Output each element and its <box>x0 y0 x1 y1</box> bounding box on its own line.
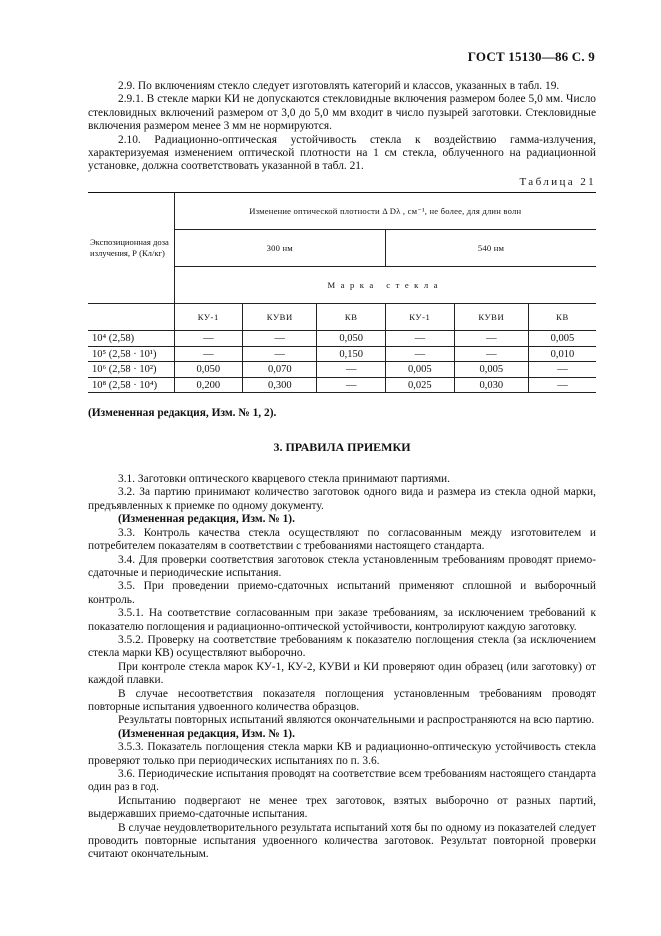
paragraph-results: Результаты повторных испытаний являются окончательными и распространяются на всю партию. <box>118 714 595 727</box>
brand-spacer-cell <box>88 304 174 331</box>
value-cell: 0,050 <box>174 362 243 378</box>
dose-cell: 10⁴ (2,58) <box>88 331 174 347</box>
value-cell: 0,200 <box>174 377 243 393</box>
table-row <box>88 346 596 362</box>
dose-cell: 10⁶ (2,58 · 10²) <box>88 362 174 378</box>
amendment-note: (Измененная редакция, Изм. № 1). <box>118 513 295 526</box>
value-cell: — <box>528 362 596 378</box>
brand-cell: КВ <box>528 304 596 331</box>
brand-cell: КУ-1 <box>174 304 243 331</box>
value-cell: — <box>174 346 243 362</box>
paragraph-fail: В случае неудовлетворительного результата испытаний хотя бы по одному из показателей следует проводить повторные испытания удвоенного количества заготовок. Результат повторной проверки считают окончательным. <box>88 821 596 861</box>
paragraph-control: При контроле стекла марок КУ-1, КУ-2, КУВИ и КИ проверяют один образец (или заготовку) от каждой плавки. <box>88 660 596 687</box>
table-row <box>88 362 596 378</box>
density-change-header: Изменение оптической плотности Δ Dλ , см⁻¹, не более, для длин волн <box>174 193 596 230</box>
value-cell: 0,010 <box>528 346 596 362</box>
value-cell: — <box>454 346 528 362</box>
paragraph-3-2: 3.2. За партию принимают количество заготовок одного вида и размера из стекла одной марки, предъявленных к приемке по одному документу. <box>88 486 596 512</box>
amendment-note: (Измененная редакция, Изм. № 1, 2). <box>88 407 277 420</box>
value-cell: 0,300 <box>243 377 317 393</box>
paragraph-3-5-1: 3.5.1. На соответствие согласованным при заказе требованиям, за исключением требований к показателю поглощения и радиационно-оптической устойчивости, контролируют каждую заготовку. <box>88 607 596 633</box>
brand-cell: КУ-1 <box>386 304 455 331</box>
wavelength-540-header: 540 нм <box>386 230 596 267</box>
dose-cell: 10⁵ (2,58 · 10¹) <box>88 346 174 362</box>
value-cell: — <box>386 331 455 347</box>
paragraph-3-6: 3.6. Периодические испытания проводят на соответствие всем требованиям настоящего стандарта один раз в год. <box>88 768 596 794</box>
value-cell: 0,030 <box>454 377 528 393</box>
value-cell: — <box>386 346 455 362</box>
value-cell: — <box>243 346 317 362</box>
paragraph-2-9: 2.9. По включениям стекло следует изготовлять категорий и классов, указанных в табл. 19. <box>118 80 560 92</box>
page-header: ГОСТ 15130—86 С. 9 <box>467 49 595 64</box>
paragraph-test: Испытанию подвергают не менее трех заготовок, взятых выборочно от разных партий, выдержавших приемо-сдаточные испытания. <box>88 794 596 821</box>
paragraph-3-3: 3.3. Контроль качества стекла осуществляют по согласованным между изготовителем и потребителем показателям в соответствии с требованиями настоящего стандарта. <box>88 526 596 553</box>
glass-brand-header: Марка стекла <box>174 267 596 304</box>
paragraph-2-10: 2.10. Радиационно-оптическая устойчивость стекла к воздействию гамма-излучения, характеризуемая изменением оптической плотности на 1 см стекла, облученного на радиационной установке, должна соответствовать указанной в табл. 21. <box>88 133 596 173</box>
paragraph-3-1: 3.1. Заготовки оптического кварцевого стекла принимают партиями. <box>118 473 450 486</box>
value-cell: — <box>454 331 528 347</box>
table-row <box>88 377 596 393</box>
table-row <box>88 331 596 347</box>
paragraph-3-5-2: 3.5.2. Проверку на соответствие требованиям к показателю поглощения стекла (за исключением стекла марки КВ) осуществляют выборочно. <box>88 633 596 660</box>
brand-cell: КУВИ <box>243 304 317 331</box>
document-body <box>88 80 596 862</box>
wavelength-300-header: 300 нм <box>174 230 386 267</box>
value-cell: 0,005 <box>528 331 596 347</box>
value-cell: — <box>528 377 596 393</box>
paragraph-3-5-3: 3.5.3. Показатель поглощения стекла марки КВ и радиационно-оптическую устойчивость стекла проверяют только при периодических испытаниях по п. 3.6. <box>88 741 596 767</box>
table-21 <box>88 192 596 393</box>
brand-cell: КВ <box>317 304 386 331</box>
value-cell: — <box>317 362 386 378</box>
value-cell: — <box>317 377 386 393</box>
value-cell: 0,005 <box>454 362 528 378</box>
value-cell: 0,050 <box>317 331 386 347</box>
paragraph-3-5: 3.5. При проведении приемо-сдаточных испытаний применяют сплошной и выборочный контроль. <box>88 580 596 606</box>
value-cell: 0,070 <box>243 362 317 378</box>
paragraph-mismatch: В случае несоответствия показателя поглощения установленным требованиям проводят повторные испытания удвоенного количества образцов. <box>88 687 596 713</box>
section-title: 3. ПРАВИЛА ПРИЕМКИ <box>273 439 411 454</box>
value-cell: 0,150 <box>317 346 386 362</box>
dose-cell: 10⁸ (2,58 · 10⁴) <box>88 377 174 393</box>
value-cell: — <box>174 331 243 347</box>
table-caption: Таблица 21 <box>519 175 596 188</box>
amendment-note: (Измененная редакция, Изм. № 1). <box>118 727 295 740</box>
dose-header: Экспозиционная доза излучения, Р (Кл/кг) <box>88 193 174 304</box>
value-cell: — <box>243 331 317 347</box>
paragraph-3-4: 3.4. Для проверки соответствия заготовок стекла установленным требованиям проводят приемо-сдаточные и периодические испытания. <box>88 553 596 579</box>
brand-cell: КУВИ <box>454 304 528 331</box>
value-cell: 0,005 <box>386 362 455 378</box>
value-cell: 0,025 <box>386 377 455 393</box>
paragraph-2-9-1: 2.9.1. В стекле марки КИ не допускаются стекловидные включения размером более 5,0 мм. Число стекловидных включений размером от 3,0 до 5,0 мм входит в число пузырей заготовки. Стекловидные включения размером менее 3 мм не нормируются. <box>88 93 596 133</box>
